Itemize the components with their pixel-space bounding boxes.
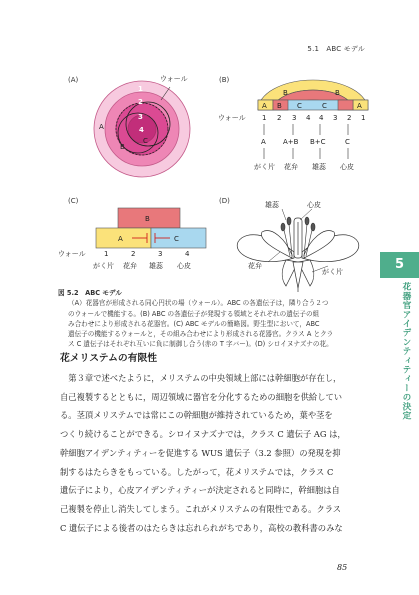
panel-b-num-3: 3 — [292, 114, 297, 122]
body-line-8: 己複製を停止し消失してしまう。これがメリステムの有限性である。クラス — [60, 503, 342, 514]
panel-d-label-stamen: 雄蕊 — [265, 201, 279, 209]
body-line-3: る。茎頂メリステムでは常にこの幹細胞が維持されているため，葉や茎を — [60, 410, 333, 421]
panel-c-wall-label: ウォール — [58, 250, 86, 258]
panel-b-organ-1: がく片 — [254, 163, 275, 171]
running-header: 5.1 ABC モデル — [307, 45, 365, 53]
panel-b-wall-label: ウォール — [218, 114, 246, 122]
panel-c-label: (C) — [68, 197, 79, 205]
caption-line-2: のウォールで機能する。(B) ABC の各遺伝子が発現する領域とそれぞれの遺伝子の組 — [68, 309, 320, 318]
caption-number: 図 5.2 ABC モデル — [58, 289, 122, 297]
body-line-6: 制するはたらきをもっている。したがって，花メリステムでは，クラス C — [60, 466, 334, 477]
panel-b-bar-letter-1: A — [262, 102, 267, 110]
panel-b-arrows — [264, 124, 348, 159]
body-line-2: 自己複製するとともに，周辺領域に器官を分化するための細胞を供給してい — [60, 391, 343, 402]
panel-c-num-4: 4 — [185, 250, 190, 258]
panel-b-gene-1: A — [261, 138, 266, 146]
panel-b-bar-letter-4: C — [322, 102, 327, 110]
panel-b-num-2: 2 — [277, 114, 282, 122]
panel-a-ring-1: 1 — [138, 85, 143, 93]
panel-b-num-4: 4 — [306, 114, 311, 122]
panel-a-letter-b: B — [120, 143, 125, 151]
panel-a-label: (A) — [68, 76, 79, 84]
flower-pistil — [294, 218, 302, 258]
panel-b-gene-3: B+C — [310, 138, 326, 146]
figure-caption — [58, 288, 368, 350]
panel-b-organ-4: 心皮 — [340, 163, 354, 171]
panel-c-box-b-label: B — [145, 215, 150, 223]
caption-line-4: 遺伝子の機能するウォールと，その組み合わせにより形成される花器官。クラス A とクラ — [68, 330, 334, 339]
panel-a-wall-label: ウォール — [160, 75, 188, 83]
body-line-7: 遺伝子により，心皮アイデンティティーが決定されると同時に，幹細胞は自 — [60, 485, 340, 496]
body-line-5: 幹細胞アイデンティティーを促進する WUS 遺伝子（3.2 参照）の発現を抑 — [60, 447, 341, 458]
panel-d-label-petal: 花弁 — [248, 262, 262, 270]
caption-line-5: ス C 遺伝子はそれぞれ互いに負に制御し合う(赤の T 字バー)。(D) シロイヌナズナの花。 — [68, 340, 333, 349]
panel-a-letter-a: A — [99, 123, 104, 131]
panel-b-num-8: 1 — [361, 114, 366, 122]
panel-b-label: (B) — [219, 76, 230, 84]
panel-c-num-3: 3 — [158, 250, 163, 258]
caption-line-3: み合わせにより形成される花器官。(C) ABC モデルの簡略図。野生型において，ABC — [68, 319, 320, 328]
panel-b-arcs — [258, 80, 368, 110]
body-line-1: 第３章で述べたように，メリステムの中央領域上部には幹細胞が存在し， — [60, 373, 342, 383]
panel-b-bar-letter-5: A — [357, 102, 362, 110]
panel-c-organ-1: がく片 — [93, 262, 114, 270]
body-line-4: つくり続けることができる。シロイヌナズナでは，クラス C 遺伝子 AG は， — [60, 429, 346, 440]
caption-line-1: （A）花器官が形成される同心円状の場（ウォール）。ABC の各遺伝子は，隣り合う２つ — [68, 299, 329, 308]
panel-d-label: (D) — [219, 197, 230, 205]
panel-a-ring-3: 3 — [138, 113, 143, 121]
panel-d-label-sepal: がく片 — [322, 268, 343, 276]
panel-d-label-carpel: 心皮 — [307, 201, 321, 209]
panel-b-organ-2: 花弁 — [284, 163, 298, 171]
body-text — [60, 369, 366, 537]
panel-c-num-2: 2 — [131, 250, 136, 258]
panel-c-num-1: 1 — [104, 250, 109, 258]
panel-b-bar-letter-3: C — [297, 102, 302, 110]
panel-b-bar-letter-2: B — [277, 102, 282, 110]
panel-b-arc-letter-1: B — [335, 89, 340, 97]
panel-c-box-c-label: C — [174, 235, 179, 243]
panel-b-num-1: 1 — [262, 114, 267, 122]
panel-b-num-6: 3 — [333, 114, 338, 122]
panel-b-num-7: 2 — [347, 114, 352, 122]
panel-c-organ-2: 花弁 — [123, 262, 137, 270]
chapter-tab: 5 — [380, 252, 419, 278]
panel-b-gene-2: A+B — [283, 138, 299, 146]
panel-a-ring-2: 2 — [138, 98, 143, 106]
chapter-side-title: 花器官アイデンティティーの決定 — [401, 282, 411, 420]
panel-c-organ-3: 雄蕊 — [149, 262, 163, 270]
panel-c-box-a-label: A — [118, 235, 123, 243]
panel-b-letter-b-top: B — [283, 89, 288, 97]
body-line-9: C 遺伝子による後者のはたらきは忘れられがちであり，高校の教科書のみな — [60, 522, 343, 533]
panel-b-gene-4: C — [345, 138, 350, 146]
panel-c-organ-4: 心皮 — [177, 262, 191, 270]
panel-b-organ-3: 雄蕊 — [312, 163, 326, 171]
panel-b-num-5: 4 — [319, 114, 324, 122]
panel-a-letter-c: C — [143, 137, 148, 145]
section-title: 花メリステムの有限性 — [60, 353, 158, 364]
panel-a-ring-4: 4 — [139, 126, 144, 134]
panel-b-numbers — [262, 114, 365, 122]
page-number: 85 — [337, 563, 348, 572]
